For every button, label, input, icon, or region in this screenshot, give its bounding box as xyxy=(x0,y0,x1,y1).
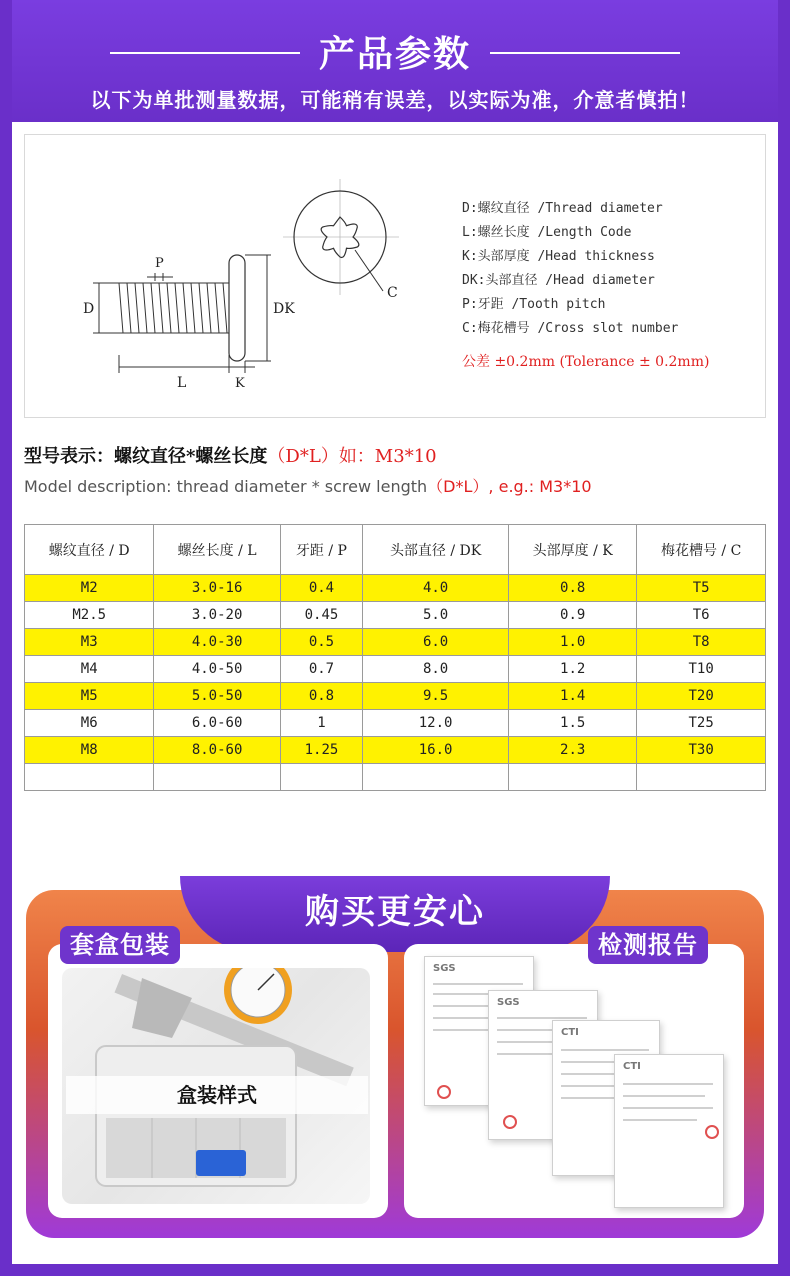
label-dk: DK xyxy=(273,301,295,317)
table-cell: 0.8 xyxy=(280,683,362,710)
frame-right-border xyxy=(778,0,790,1276)
table-cell: 1 xyxy=(280,710,362,737)
packaging-pill: 套盒包装 xyxy=(60,926,180,964)
model-en-example: , e.g.: M3*10 xyxy=(488,477,592,496)
table-row xyxy=(25,710,766,737)
legend-item-l: L:螺丝长度 /Length Code xyxy=(462,225,632,240)
diagram-legend xyxy=(462,197,678,341)
doc-line xyxy=(497,1017,587,1019)
doc-logo: SGS xyxy=(497,997,520,1008)
header-head-thickness: 头部厚度 / K xyxy=(509,525,637,575)
table-cell: 0.45 xyxy=(280,602,362,629)
doc-logo: CTI xyxy=(623,1061,641,1072)
table-cell: 0.4 xyxy=(280,575,362,602)
header-thread-diameter: 螺纹直径 / D xyxy=(25,525,154,575)
table-cell: 16.0 xyxy=(363,737,509,764)
table-cell: T8 xyxy=(637,629,766,656)
page-title: 产品参数 xyxy=(318,34,471,75)
table-row xyxy=(25,683,766,710)
table-cell xyxy=(509,764,637,791)
table-cell: 1.5 xyxy=(509,710,637,737)
thread-lines xyxy=(119,283,227,333)
table-row xyxy=(25,656,766,683)
doc-logo: CTI xyxy=(561,1027,579,1038)
table-cell: 0.9 xyxy=(509,602,637,629)
table-cell: 0.5 xyxy=(280,629,362,656)
model-cn-prefix: 型号表示：螺纹直径*螺丝长度 xyxy=(24,446,268,467)
doc-line xyxy=(623,1083,713,1085)
table-cell: 0.7 xyxy=(280,656,362,683)
label-k: K xyxy=(235,376,245,391)
doc-stamp xyxy=(503,1115,517,1129)
table-cell: 1.25 xyxy=(280,737,362,764)
table-cell: 1.4 xyxy=(509,683,637,710)
table-cell xyxy=(280,764,362,791)
doc-stamp xyxy=(705,1125,719,1139)
table-cell: T6 xyxy=(637,602,766,629)
table-row xyxy=(25,629,766,656)
legend-item-d: D:螺纹直径 /Thread diameter xyxy=(462,201,663,216)
table-cell: 5.0-50 xyxy=(154,683,280,710)
header-slot-number: 梅花槽号 / C xyxy=(637,525,766,575)
table-cell: T30 xyxy=(637,737,766,764)
table-cell: 8.0-60 xyxy=(154,737,280,764)
table-cell: T10 xyxy=(637,656,766,683)
legend-item-k: K:头部厚度 /Head thickness xyxy=(462,249,655,264)
table-row-empty xyxy=(25,764,766,791)
report-pill: 检测报告 xyxy=(588,926,708,964)
table-cell: 6.0-60 xyxy=(154,710,280,737)
model-description-cn xyxy=(24,442,437,468)
table-cell: 1.2 xyxy=(509,656,637,683)
table-cell: 0.8 xyxy=(509,575,637,602)
table-cell: M8 xyxy=(25,737,154,764)
table-cell: 5.0 xyxy=(363,602,509,629)
doc-line xyxy=(623,1119,697,1121)
label-p: P xyxy=(155,256,164,271)
model-cn-example: 如：M3*10 xyxy=(338,446,437,467)
header-head-diameter: 头部直径 / DK xyxy=(363,525,509,575)
doc-line xyxy=(561,1049,649,1051)
table-cell: M3 xyxy=(25,629,154,656)
table-header-row xyxy=(25,525,766,575)
table-cell: T5 xyxy=(637,575,766,602)
table-cell: M2.5 xyxy=(25,602,154,629)
model-en-prefix: Model description: thread diameter * screw length xyxy=(24,477,428,496)
table-cell: 4.0 xyxy=(363,575,509,602)
screw-diagram xyxy=(65,155,445,405)
table-cell: 6.0 xyxy=(363,629,509,656)
tolerance-note: 公差 ±0.2mm (Tolerance ± 0.2mm) xyxy=(462,354,710,370)
table-cell: 8.0 xyxy=(363,656,509,683)
box-style-label: 盒装样式 xyxy=(66,1076,368,1114)
doc-line xyxy=(623,1107,713,1109)
table-cell: M5 xyxy=(25,683,154,710)
doc-stamp xyxy=(437,1085,451,1099)
model-en-dl: （D*L） xyxy=(427,477,489,496)
table-cell: 12.0 xyxy=(363,710,509,737)
table-cell xyxy=(637,764,766,791)
frame-bottom-border xyxy=(0,1264,790,1276)
table-cell: M4 xyxy=(25,656,154,683)
table-cell: 2.3 xyxy=(509,737,637,764)
assurance-title: 购买更安心 xyxy=(305,892,485,932)
table-cell: 3.0-20 xyxy=(154,602,280,629)
table-cell xyxy=(363,764,509,791)
table-cell xyxy=(25,764,154,791)
doc-line xyxy=(433,983,523,985)
report-document xyxy=(614,1054,724,1208)
model-cn-dl: （D*L） xyxy=(267,446,339,467)
table-cell: T20 xyxy=(637,683,766,710)
spec-table xyxy=(24,524,766,791)
legend-item-c: C:梅花槽号 /Cross slot number xyxy=(462,321,679,336)
table-cell: M2 xyxy=(25,575,154,602)
header-pitch: 牙距 / P xyxy=(280,525,362,575)
table-cell: 3.0-16 xyxy=(154,575,280,602)
table-row xyxy=(25,737,766,764)
model-description-en xyxy=(24,474,592,497)
label-c: C xyxy=(387,285,398,301)
table-row xyxy=(25,602,766,629)
label-d: D xyxy=(83,301,95,317)
table-row xyxy=(25,575,766,602)
label-l: L xyxy=(177,375,187,391)
table-cell: M6 xyxy=(25,710,154,737)
doc-line xyxy=(623,1095,705,1097)
table-cell: 1.0 xyxy=(509,629,637,656)
header-banner xyxy=(0,0,790,122)
table-cell: 4.0-30 xyxy=(154,629,280,656)
legend-item-p: P:牙距 /Tooth pitch xyxy=(462,297,606,312)
table-cell xyxy=(154,764,280,791)
header-length: 螺丝长度 / L xyxy=(154,525,280,575)
legend-item-dk: DK:头部直径 /Head diameter xyxy=(462,273,655,288)
screw-diagram-panel xyxy=(24,134,766,418)
page-subtitle: 以下为单批测量数据，可能稍有误差，以实际为准，介意者慎拍！ xyxy=(90,88,700,112)
frame-left-border xyxy=(0,0,12,1276)
doc-logo: SGS xyxy=(433,963,456,974)
table-cell: 9.5 xyxy=(363,683,509,710)
table-cell: 4.0-50 xyxy=(154,656,280,683)
table-cell: T25 xyxy=(637,710,766,737)
